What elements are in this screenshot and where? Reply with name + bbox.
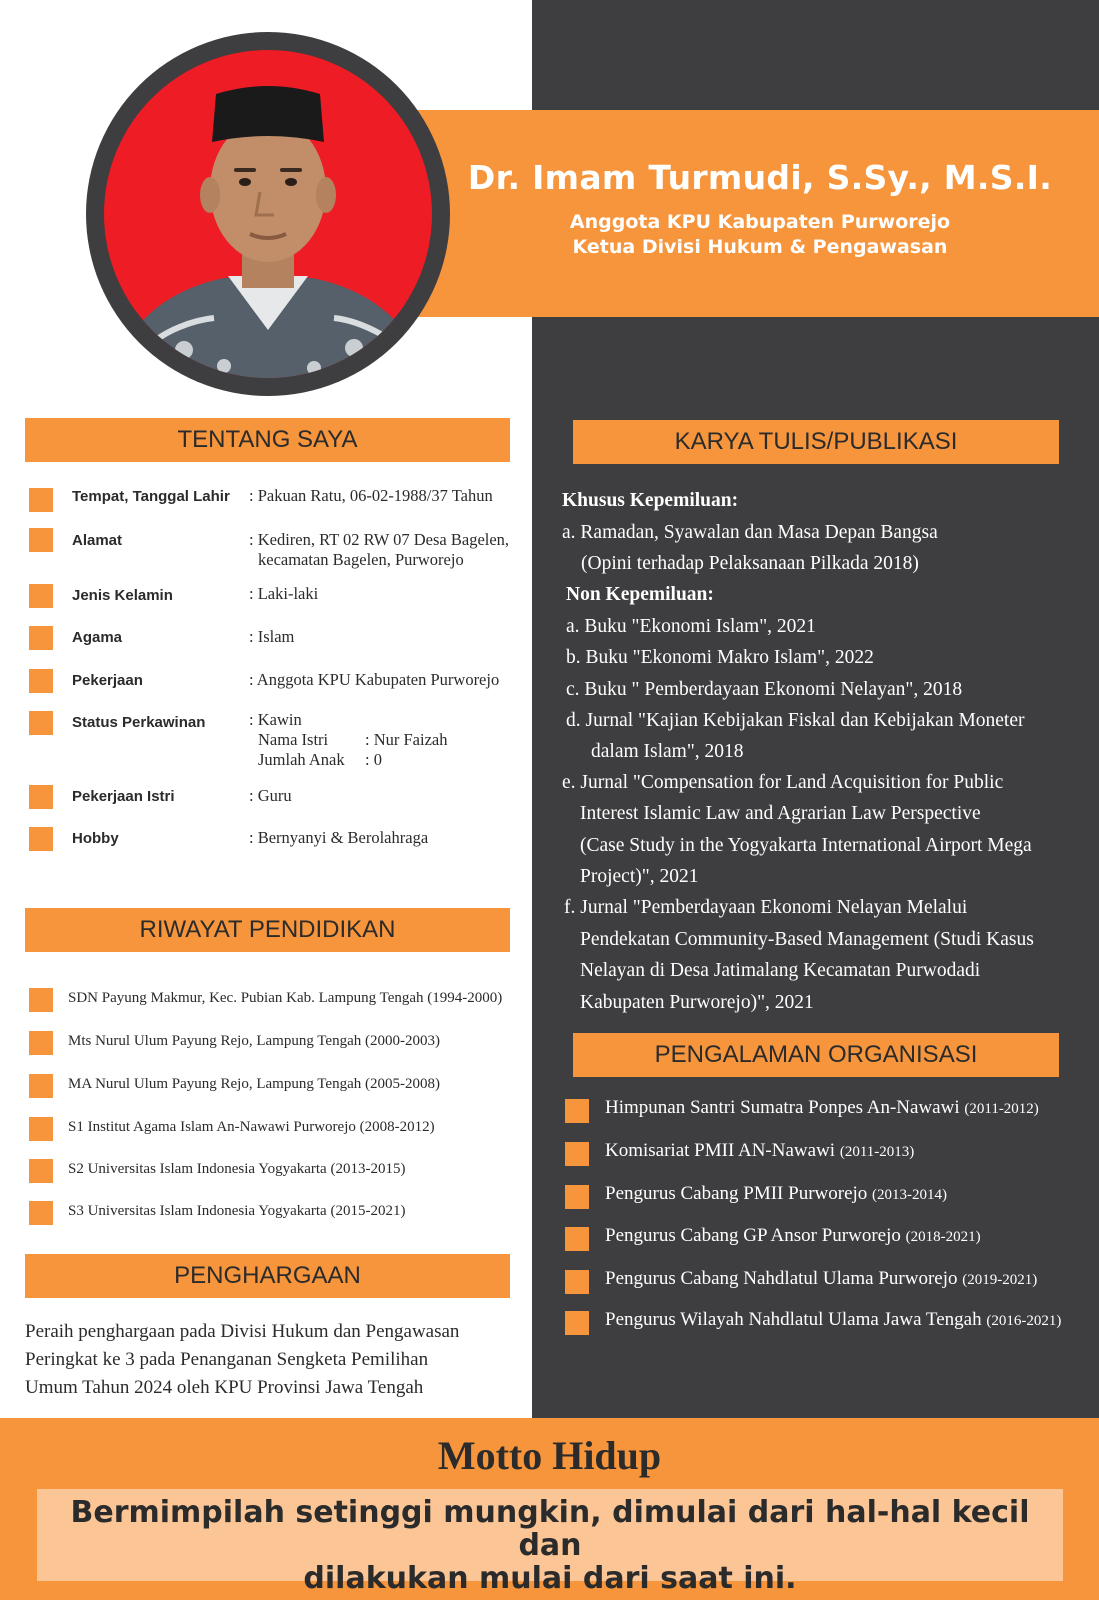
organization-years: (2018-2021) bbox=[905, 1229, 981, 1245]
about-bullet bbox=[29, 626, 53, 650]
about-value-job: : Anggota KPU Kabupaten Purworejo bbox=[249, 670, 500, 689]
about-children-label: Jumlah Anak bbox=[258, 750, 345, 769]
publications-heading: KARYA TULIS/PUBLIKASI bbox=[573, 420, 1059, 464]
publications-line: e. Jurnal "Compensation for Land Acquisition for Public bbox=[562, 772, 1004, 793]
about-label-birth: Tempat, Tanggal Lahir bbox=[72, 488, 230, 505]
organization-item bbox=[605, 1268, 1037, 1290]
education-bullet bbox=[29, 1117, 53, 1141]
motto-line-1: Bermimpilah setinggi mungkin, dimulai dari hal-hal kecil dan bbox=[70, 1495, 1030, 1563]
about-label-gender: Jenis Kelamin bbox=[72, 587, 173, 604]
motto-line-2: dilakukan mulai dari saat ini. bbox=[303, 1561, 797, 1596]
organization-item bbox=[605, 1140, 914, 1162]
organization-years: (2016-2021) bbox=[986, 1313, 1062, 1329]
motto-text bbox=[37, 1496, 1063, 1595]
education-bullet bbox=[29, 988, 53, 1012]
education-item: Mts Nurul Ulum Payung Rejo, Lampung Tengah (2000-2003) bbox=[68, 1033, 440, 1049]
organization-bullet bbox=[565, 1227, 589, 1251]
publications-line: a. Buku "Ekonomi Islam", 2021 bbox=[566, 616, 816, 637]
organization-years: (2013-2014) bbox=[872, 1187, 948, 1203]
education-bullet bbox=[29, 1074, 53, 1098]
about-value-marital: : Kawin bbox=[249, 710, 302, 729]
about-bullet bbox=[29, 528, 53, 552]
about-bullet bbox=[29, 584, 53, 608]
about-label-marital: Status Perkawinan bbox=[72, 714, 206, 731]
awards-text bbox=[25, 1318, 525, 1402]
organization-bullet bbox=[565, 1311, 589, 1335]
publications-line: Pendekatan Community-Based Management (Studi Kasus bbox=[580, 929, 1034, 950]
organization-years: (2019-2021) bbox=[962, 1272, 1038, 1288]
publications-line: Khusus Kepemiluan: bbox=[562, 490, 739, 511]
education-item: S3 Universitas Islam Indonesia Yogyakarta (2015-2021) bbox=[68, 1203, 406, 1219]
organization-bullet bbox=[565, 1185, 589, 1209]
awards-line: Umum Tahun 2024 oleh KPU Provinsi Jawa Tengah bbox=[25, 1377, 424, 1398]
motto-title: Motto Hidup bbox=[437, 1433, 662, 1478]
about-value-religion: : Islam bbox=[249, 627, 295, 646]
about-label-religion: Agama bbox=[72, 629, 123, 646]
profile-name: Dr. Imam Turmudi, S.Sy., M.S.I. bbox=[467, 158, 1053, 197]
publications-line: dalam Islam", 2018 bbox=[591, 741, 744, 762]
about-bullet bbox=[29, 785, 53, 809]
education-bullet bbox=[29, 1031, 53, 1055]
organization-bullet bbox=[565, 1099, 589, 1123]
education-heading: RIWAYAT PENDIDIKAN bbox=[25, 908, 510, 952]
about-bullet bbox=[29, 827, 53, 851]
organization-name: Komisariat PMII AN-Nawawi bbox=[605, 1140, 836, 1161]
about-value-birth: : Pakuan Ratu, 06-02-1988/37 Tahun bbox=[249, 486, 493, 505]
organization-item bbox=[605, 1183, 947, 1205]
about-spouse-value: : Nur Faizah bbox=[365, 730, 448, 749]
organization-name: Pengurus Cabang PMII Purworejo bbox=[605, 1183, 868, 1204]
organization-name: Himpunan Santri Sumatra Ponpes An-Nawawi bbox=[605, 1097, 960, 1118]
publications-line: Nelayan di Desa Jatimalang Kecamatan Purwodadi bbox=[580, 960, 981, 981]
organization-name: Pengurus Cabang Nahdlatul Ulama Purworejo bbox=[605, 1268, 958, 1289]
profile-photo bbox=[104, 50, 432, 378]
education-bullet bbox=[29, 1159, 53, 1183]
publications-line: Kabupaten Purworejo)", 2021 bbox=[580, 992, 814, 1013]
organization-name: Pengurus Cabang GP Ansor Purworejo bbox=[605, 1225, 901, 1246]
organization-item bbox=[605, 1097, 1039, 1119]
publications-line: (Case Study in the Yogyakarta International Airport Mega bbox=[580, 835, 1032, 856]
organization-name: Pengurus Wilayah Nahdlatul Ulama Jawa Tengah bbox=[605, 1309, 982, 1330]
publications-line: Interest Islamic Law and Agrarian Law Perspective bbox=[580, 803, 981, 824]
about-value-spouse-job: : Guru bbox=[249, 786, 292, 805]
publications-line: (Opini terhadap Pelaksanaan Pilkada 2018) bbox=[581, 553, 919, 574]
about-spouse-label: Nama Istri bbox=[258, 730, 329, 749]
education-item: MA Nurul Ulum Payung Rejo, Lampung Tengah (2005-2008) bbox=[68, 1076, 440, 1092]
about-label-address: Alamat bbox=[72, 532, 123, 549]
education-item: S2 Universitas Islam Indonesia Yogyakarta (2013-2015) bbox=[68, 1161, 406, 1177]
education-item: S1 Institut Agama Islam An-Nawawi Purworejo (2008-2012) bbox=[68, 1119, 435, 1135]
about-bullet bbox=[29, 669, 53, 693]
publications-line: c. Buku " Pemberdayaan Ekonomi Nelayan", 2018 bbox=[566, 679, 963, 700]
about-value-hobby: : Bernyanyi & Berolahraga bbox=[249, 828, 429, 847]
awards-line: Peraih penghargaan pada Divisi Hukum dan Pengawasan bbox=[25, 1321, 460, 1342]
about-label-spouse-job: Pekerjaan Istri bbox=[72, 788, 175, 805]
about-value-address: : Kediren, RT 02 RW 07 Desa Bagelen, bbox=[249, 530, 510, 549]
publications-line: b. Buku "Ekonomi Makro Islam", 2022 bbox=[566, 647, 874, 668]
awards-heading: PENGHARGAAN bbox=[25, 1254, 510, 1298]
publications-line: a. Ramadan, Syawalan dan Masa Depan Bangsa bbox=[562, 522, 938, 543]
publications-line: f. Jurnal "Pemberdayaan Ekonomi Nelayan Melalui bbox=[564, 897, 968, 918]
organization-bullet bbox=[565, 1270, 589, 1294]
about-bullet bbox=[29, 488, 53, 512]
organization-item bbox=[605, 1309, 1061, 1331]
about-label-hobby: Hobby bbox=[72, 830, 119, 847]
about-value-gender: : Laki-laki bbox=[249, 584, 319, 603]
organization-item bbox=[605, 1225, 981, 1247]
profile-role-1: Anggota KPU Kabupaten Purworejo bbox=[569, 211, 951, 233]
education-item: SDN Payung Makmur, Kec. Pubian Kab. Lampung Tengah (1994-2000) bbox=[68, 990, 503, 1006]
profile-role-2: Ketua Divisi Hukum & Pengawasan bbox=[572, 236, 948, 258]
publications-line: Project)", 2021 bbox=[580, 866, 699, 887]
publications-line: d. Jurnal "Kajian Kebijakan Fiskal dan Kebijakan Moneter bbox=[566, 710, 1025, 731]
organization-years: (2011-2012) bbox=[964, 1101, 1039, 1117]
organization-bullet bbox=[565, 1142, 589, 1166]
awards-line: Peringkat ke 3 pada Penanganan Sengketa Pemilihan bbox=[25, 1349, 429, 1370]
organizations-heading: PENGALAMAN ORGANISASI bbox=[573, 1033, 1059, 1077]
about-bullet bbox=[29, 711, 53, 735]
about-heading: TENTANG SAYA bbox=[25, 418, 510, 462]
publications-line: Non Kepemiluan: bbox=[566, 584, 714, 605]
organization-years: (2011-2013) bbox=[839, 1144, 915, 1160]
about-label-job: Pekerjaan bbox=[72, 672, 143, 689]
about-children-value: : 0 bbox=[365, 750, 382, 769]
education-bullet bbox=[29, 1201, 53, 1225]
about-value-address-2: kecamatan Bagelen, Purworejo bbox=[258, 550, 464, 569]
